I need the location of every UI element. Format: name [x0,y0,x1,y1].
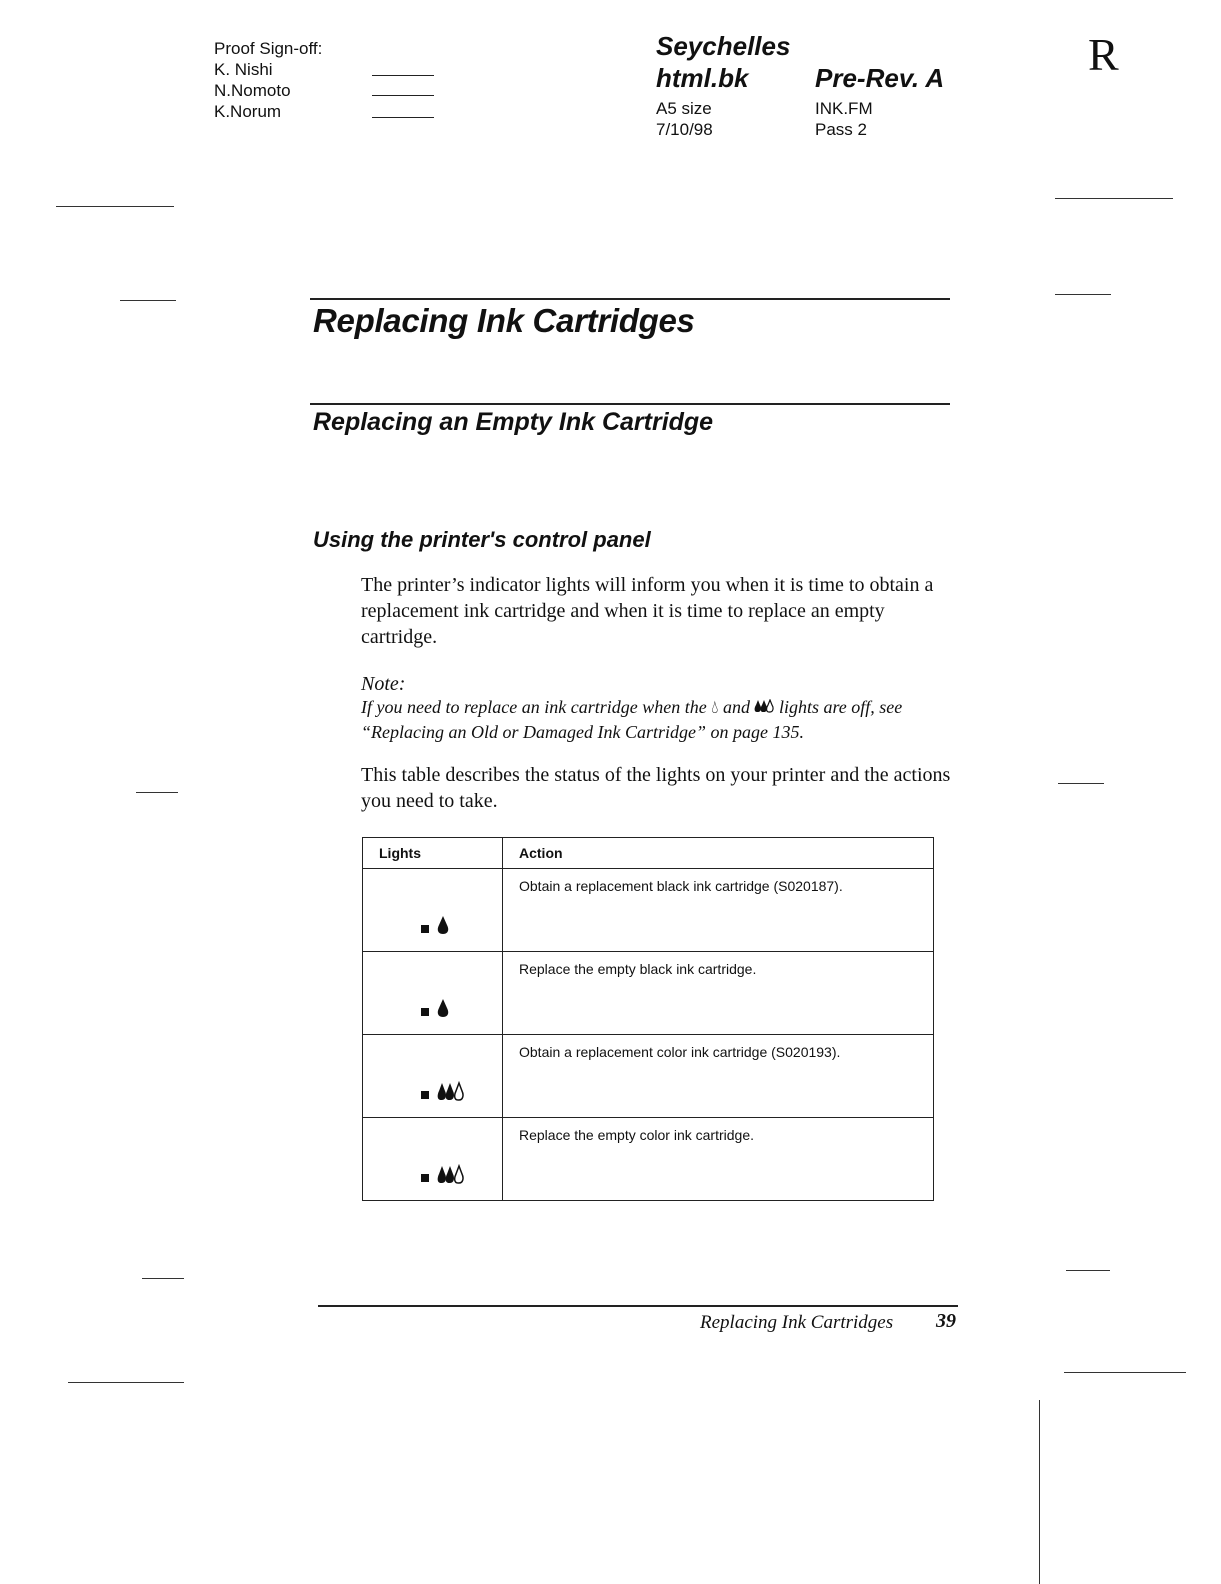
lights-cell [363,1035,503,1118]
table-row [363,1118,934,1201]
signoff-title: Proof Sign-off: [214,39,323,58]
date: 7/10/98 [656,120,713,139]
crop-mark [1064,1372,1186,1373]
color-ink-icon [437,1081,465,1101]
light-indicator [421,998,449,1024]
light-square-icon [421,1008,429,1016]
crop-mark [136,792,178,793]
crop-mark [120,300,176,301]
page-number: 39 [936,1310,956,1332]
light-square-icon [421,925,429,933]
table-row [363,869,934,952]
signature-line [372,117,434,118]
signer-3: K.Norum [214,102,282,121]
chapter-rule [310,298,950,300]
signer-2: N.Nomoto [214,81,291,100]
book-name: html.bk [656,63,749,93]
crop-mark-vertical [1039,1400,1040,1584]
action-cell: Replace the empty color ink cartridge. [503,1118,934,1201]
color-ink-icon [754,697,779,717]
footer-rule [318,1305,958,1307]
crop-mark [56,206,174,207]
crop-mark [1066,1270,1110,1271]
table-intro: This table describes the status of the lights on your printer and the actions you need to take. [361,764,951,812]
revision: Pre-Rev. A [815,63,945,93]
light-indicator [421,915,449,941]
action-cell: Obtain a replacement color ink cartridge (S020193). [503,1035,934,1118]
file-pass [815,98,873,140]
light-indicator [421,1164,465,1190]
intro-paragraph: The printer’s indicator lights will inform you when it is time to obtain a replacement ink cartridge and when it is time to replace an empty cartridge. [361,574,934,648]
proof-signoff [214,38,322,122]
page-size: A5 size [656,99,712,118]
footer-title: Replacing Ink Cartridges [700,1312,894,1333]
lights-cell [363,869,503,952]
header-action: Action [503,838,934,869]
action-cell: Replace the empty black ink cartridge. [503,952,934,1035]
signer-1: K. Nishi [214,60,273,79]
signature-line [372,95,434,96]
pass: Pass 2 [815,120,867,139]
lights-table [362,837,934,1201]
crop-mark [68,1382,184,1383]
black-ink-icon: 💧︎ [711,697,719,717]
note-text-part3: lights are off, see “Replacing an Old or Damaged Ink Cartridge” on page 135. [361,697,903,742]
note-text-part1: If you need to replace an ink cartridge when the [361,697,707,717]
section-rule [310,403,950,405]
table-header-row [363,838,934,869]
note-text-part2: and [722,697,750,717]
color-ink-icon [437,1164,465,1184]
light-indicator [421,1081,465,1107]
black-ink-icon [437,998,449,1018]
chapter-title: Replacing Ink Cartridges [313,302,695,339]
section-title: Replacing an Empty Ink Cartridge [313,408,714,436]
note-text [361,695,961,745]
note-label: Note: [361,673,406,695]
crop-mark [1055,294,1111,295]
project-name: Seychelles [656,31,791,61]
light-square-icon [421,1174,429,1182]
subsection-title: Using the printer's control panel [313,527,651,552]
registration-mark: R [1088,29,1119,80]
table-row [363,952,934,1035]
black-ink-icon [437,915,449,935]
file-name: INK.FM [815,99,873,118]
crop-mark [1058,783,1104,784]
action-cell: Obtain a replacement black ink cartridge (S020187). [503,869,934,952]
signature-line [372,75,434,76]
table-row [363,1035,934,1118]
lights-cell [363,1118,503,1201]
crop-mark [142,1278,184,1279]
size-date [656,98,713,140]
lights-cell [363,952,503,1035]
crop-mark [1055,198,1173,199]
header-lights: Lights [363,838,503,869]
light-square-icon [421,1091,429,1099]
